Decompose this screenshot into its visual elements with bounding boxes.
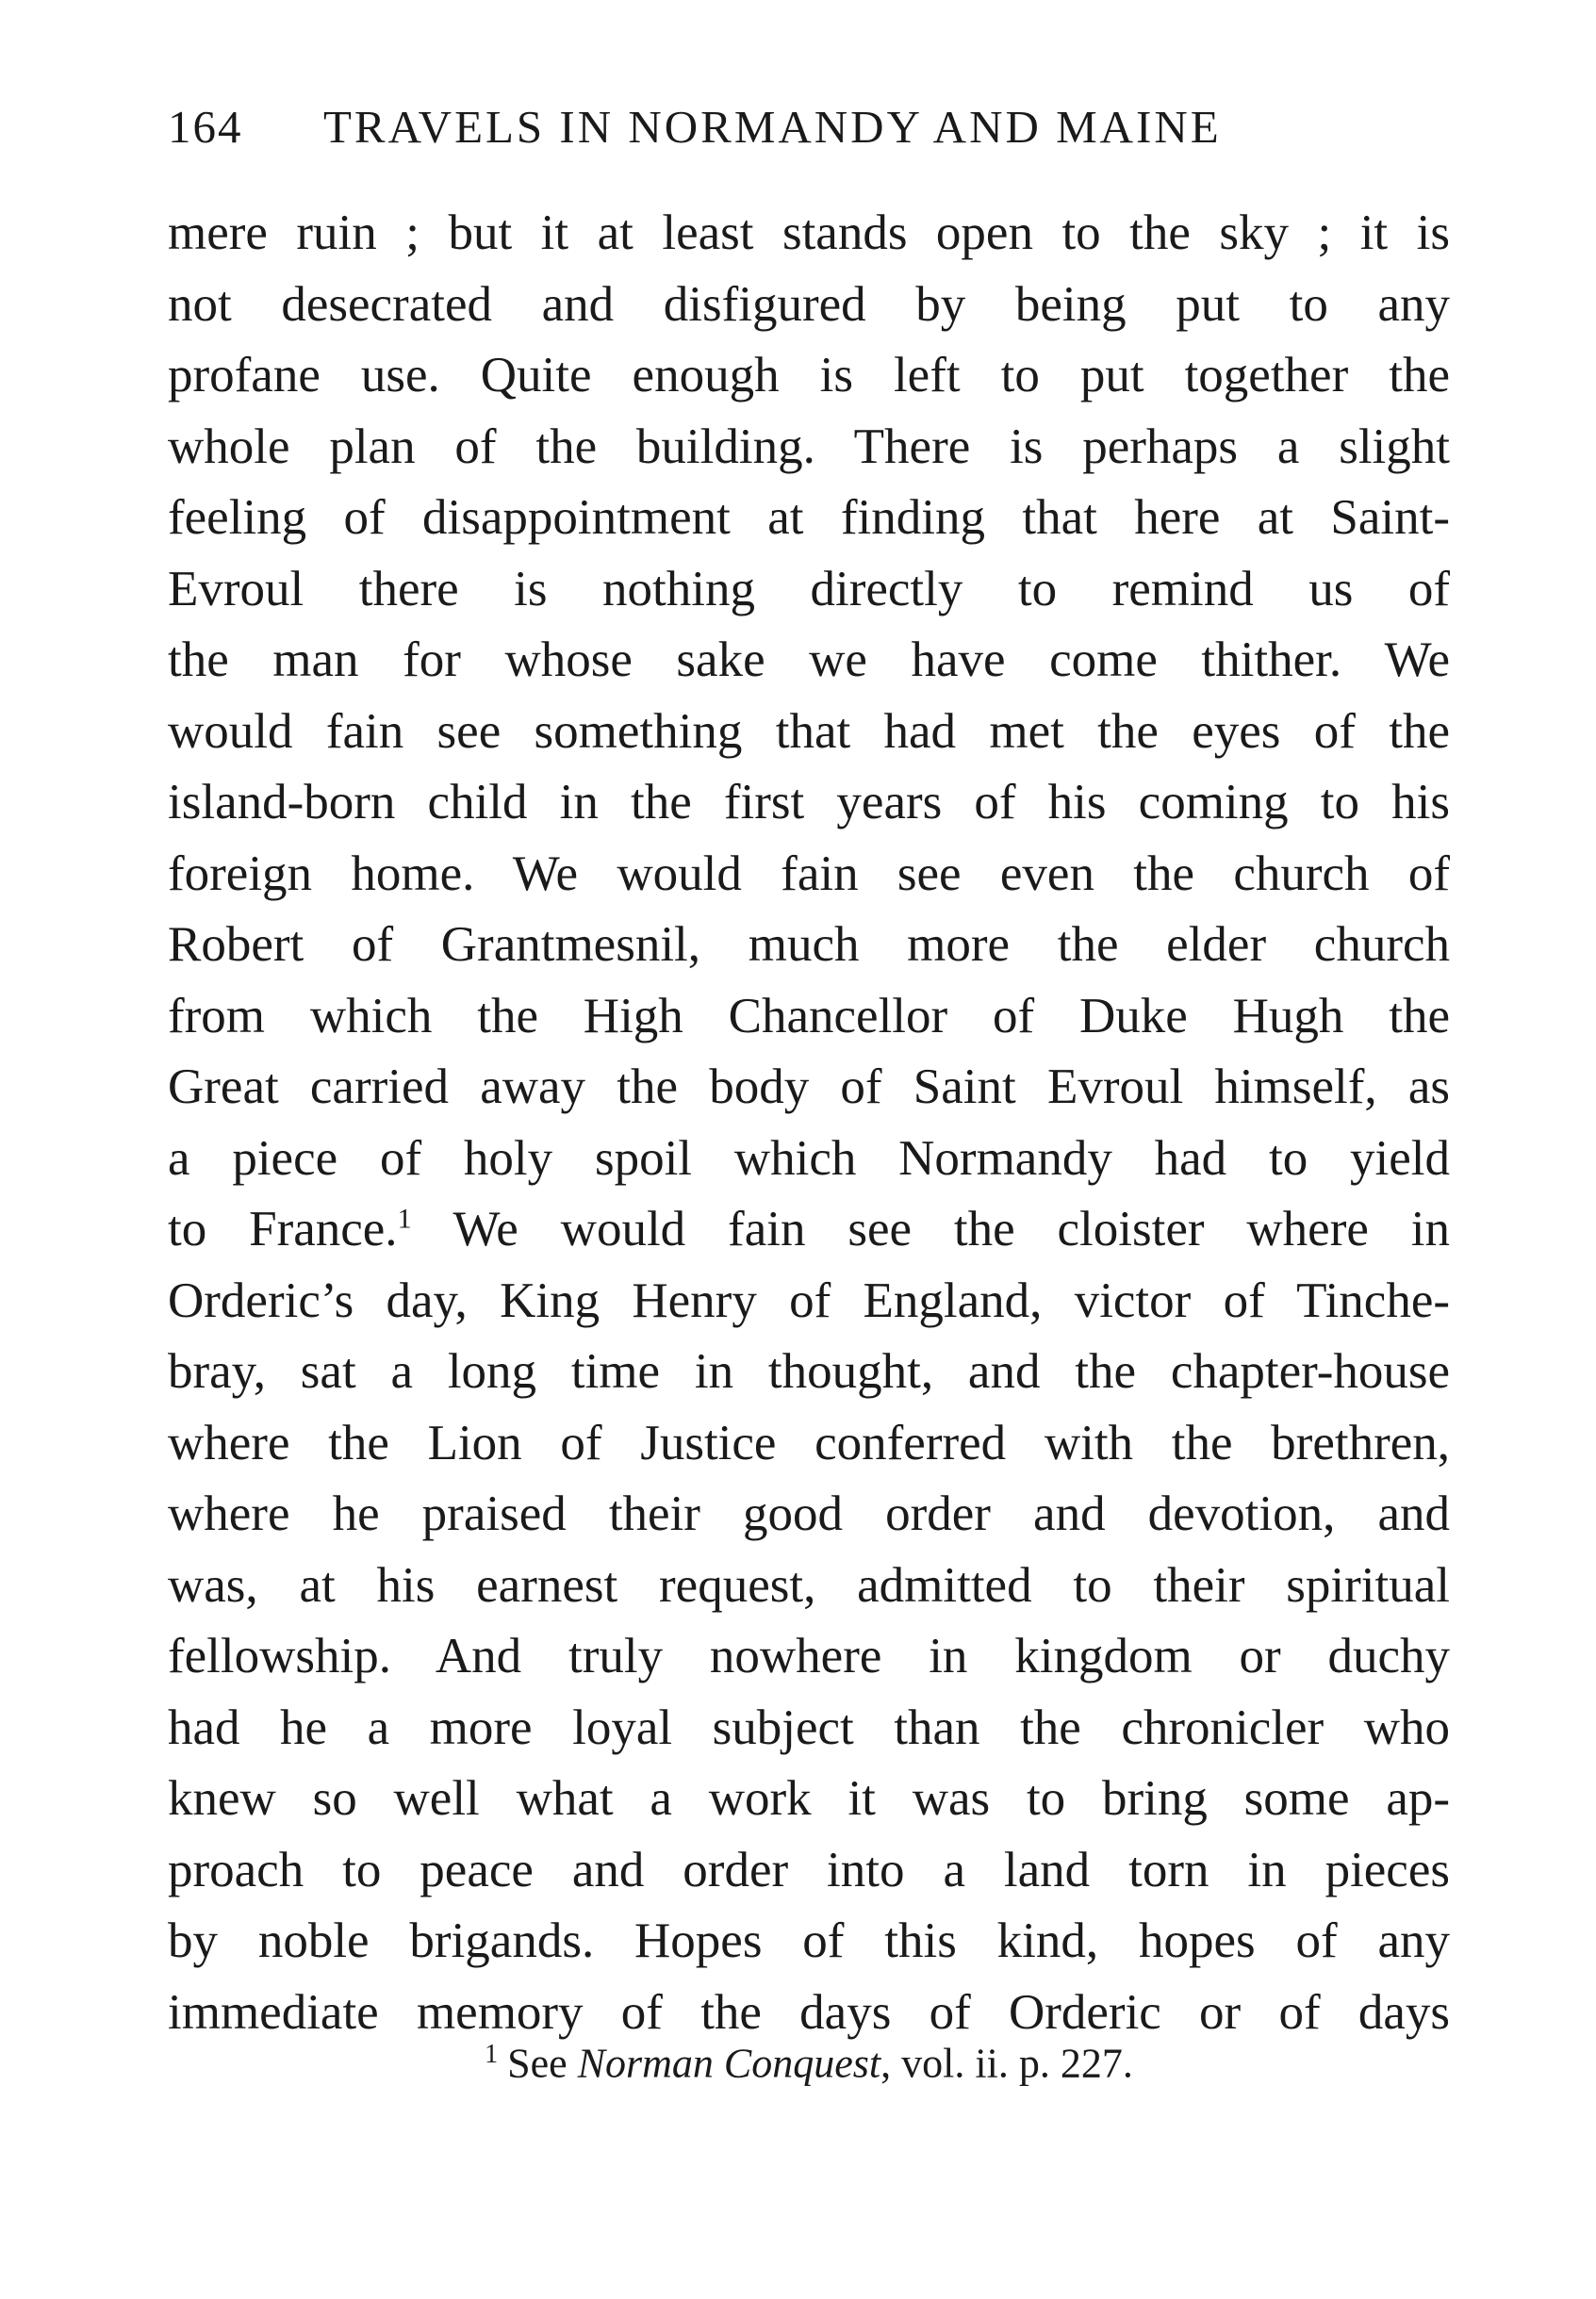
text-line: the man for whose sake we have come thither. We <box>168 632 1450 687</box>
footnote-suffix: , vol. ii. p. 227. <box>880 2040 1133 2087</box>
running-title: TRAVELS IN NORMANDY AND MAINE <box>323 101 1222 153</box>
text-line: foreign home. We would fain see even the church of <box>168 846 1450 901</box>
text-line: Evroul there is nothing directly to remind us of <box>168 561 1450 616</box>
text-line: Great carried away the body of Saint Evroul himself, as <box>168 1059 1450 1114</box>
text-line: where he praised their good order and devotion, and <box>168 1486 1450 1541</box>
text-line: knew so well what a work it was to bring some ap- <box>168 1771 1450 1826</box>
text-line: bray, sat a long time in thought, and the chapter-house <box>168 1344 1450 1399</box>
text-line: whole plan of the building. There is perhaps a slight <box>168 419 1450 474</box>
footnote-title: Norman Conquest <box>577 2040 881 2087</box>
footnote-marker: 1 <box>485 2040 499 2069</box>
text-line: fellowship. And truly nowhere in kingdom or duchy <box>168 1629 1450 1683</box>
body-text <box>168 198 1450 2048</box>
text-line: where the Lion of Justice conferred with the brethren, <box>168 1415 1450 1470</box>
text-line: profane use. Quite enough is left to put together the <box>168 348 1450 402</box>
running-head <box>168 94 1290 160</box>
footnote-prefix: See <box>507 2040 578 2087</box>
text-line: a piece of holy spoil which Normandy had to yield <box>168 1130 1450 1186</box>
footnote-reference: 1 <box>397 1203 412 1235</box>
text-line: Orderic’s day, King Henry of England, victor of Tinche- <box>168 1273 1450 1328</box>
text-line: would fain see something that had met the eyes of the <box>168 703 1450 759</box>
text-line: Robert of Grantmesnil, much more the elder church <box>168 917 1450 972</box>
text-line: mere ruin ; but it at least stands open to the sky ; it is <box>168 205 1450 260</box>
text-line: from which the High Chancellor of Duke Hugh the <box>168 988 1450 1043</box>
text-line: immediate memory of the days of Orderic or of days <box>168 1984 1450 2040</box>
text-line: was, at his earnest request, admitted to their spiritual <box>168 1557 1450 1613</box>
text-line: proach to peace and order into a land torn in pieces <box>168 1842 1450 1897</box>
text-line: had he a more loyal subject than the chronicler who <box>168 1700 1450 1755</box>
text-line-with-footnote-ref: to France.$^1$ We would fain see the cloister where in <box>168 1202 1450 1256</box>
text-line: feeling of disappointment at finding that here at Saint- <box>168 490 1450 545</box>
page-number: 164 <box>168 101 243 153</box>
footnote <box>168 2027 1450 2093</box>
text-line: not desecrated and disfigured by being put to any <box>168 276 1450 332</box>
text-line: by noble brigands. Hopes of this kind, hopes of any <box>168 1913 1450 1968</box>
text-line: island-born child in the first years of his coming to his <box>168 775 1450 829</box>
